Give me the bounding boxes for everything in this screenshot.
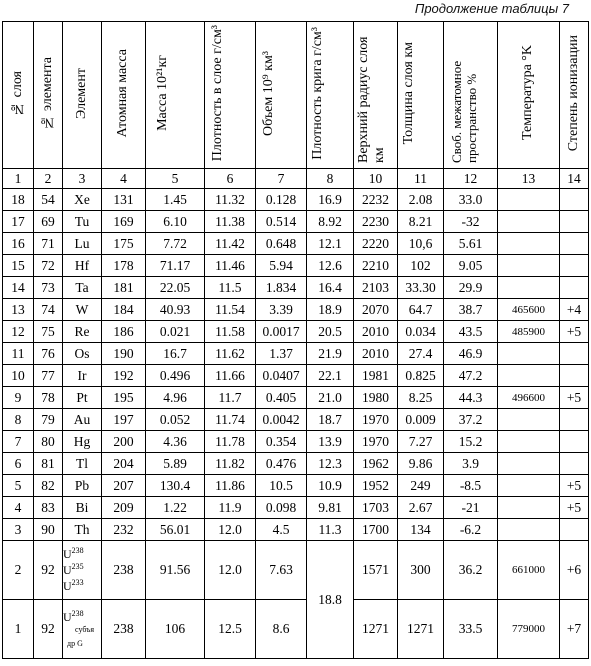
element-cell: Bi xyxy=(63,497,102,519)
density-cell: 11.62 xyxy=(205,343,256,365)
mass-cell: 1.22 xyxy=(146,497,205,519)
free-space-cell: 9.05 xyxy=(444,255,498,277)
free-space-cell: -32 xyxy=(444,211,498,233)
mass-cell: 71.17 xyxy=(146,255,205,277)
density-cell: 11.86 xyxy=(205,475,256,497)
column-number: 2 xyxy=(34,169,63,189)
temperature-cell xyxy=(498,343,560,365)
column-number: 11 xyxy=(398,169,444,189)
volume-cell: 0.0017 xyxy=(256,321,307,343)
column-number-row xyxy=(3,169,589,189)
header-cell: Объем 10⁹ км³ xyxy=(256,22,307,169)
mass-cell: 0.021 xyxy=(146,321,205,343)
free-space-cell: 37.2 xyxy=(444,409,498,431)
temperature-cell xyxy=(498,519,560,541)
layer-cell: 9 xyxy=(3,387,34,409)
element-number-cell: 72 xyxy=(34,255,63,277)
ionization-cell: +7 xyxy=(560,600,589,659)
ionization-cell xyxy=(560,365,589,387)
mass-cell: 4.96 xyxy=(146,387,205,409)
table-caption: Продолжение таблицы 7 xyxy=(414,1,569,16)
atomic-mass-cell: 131 xyxy=(102,189,146,211)
element-number-cell: 78 xyxy=(34,387,63,409)
radius-cell: 1962 xyxy=(354,453,398,475)
kriga-density-merged-cell: 18.8 xyxy=(307,541,354,659)
thickness-cell: 0.034 xyxy=(398,321,444,343)
radius-cell: 2210 xyxy=(354,255,398,277)
header-cell: Плотность в слое г/см³ xyxy=(205,22,256,169)
volume-cell: 7.63 xyxy=(256,541,307,600)
kriga-density-cell: 20.5 xyxy=(307,321,354,343)
temperature-cell xyxy=(498,365,560,387)
layer-cell: 13 xyxy=(3,299,34,321)
atomic-mass-cell: 190 xyxy=(102,343,146,365)
ionization-cell xyxy=(560,409,589,431)
ionization-cell xyxy=(560,255,589,277)
element-number-cell: 92 xyxy=(34,600,63,659)
mass-cell: 0.496 xyxy=(146,365,205,387)
ionization-cell: +4 xyxy=(560,299,589,321)
radius-cell: 1980 xyxy=(354,387,398,409)
element-cell: Hg xyxy=(63,431,102,453)
radius-cell: 2230 xyxy=(354,211,398,233)
header-cell: Толщина слоя км xyxy=(398,22,444,169)
atomic-mass-cell: 195 xyxy=(102,387,146,409)
element-number-cell: 82 xyxy=(34,475,63,497)
density-cell: 11.42 xyxy=(205,233,256,255)
thickness-cell: 8.25 xyxy=(398,387,444,409)
density-cell: 11.58 xyxy=(205,321,256,343)
density-cell: 12.0 xyxy=(205,519,256,541)
header-cell: Плотность крига г/см³ xyxy=(307,22,354,169)
header-cell: Элемент xyxy=(63,22,102,169)
thickness-cell: 0.009 xyxy=(398,409,444,431)
element-number-cell: 83 xyxy=(34,497,63,519)
temperature-cell: 496600 xyxy=(498,387,560,409)
radius-cell: 1571 xyxy=(354,541,398,600)
column-number: 5 xyxy=(146,169,205,189)
density-cell: 12.0 xyxy=(205,541,256,600)
table-row xyxy=(3,387,589,409)
ionization-cell: +5 xyxy=(560,497,589,519)
kriga-density-cell: 12.1 xyxy=(307,233,354,255)
table-row xyxy=(3,453,589,475)
element-cell: Au xyxy=(63,409,102,431)
mass-cell: 106 xyxy=(146,600,205,659)
thickness-cell: 0.825 xyxy=(398,365,444,387)
layer-cell: 2 xyxy=(3,541,34,600)
volume-cell: 0.476 xyxy=(256,453,307,475)
volume-cell: 0.0042 xyxy=(256,409,307,431)
temperature-cell: 465600 xyxy=(498,299,560,321)
column-number: 7 xyxy=(256,169,307,189)
atomic-mass-cell: 175 xyxy=(102,233,146,255)
free-space-cell: 38.7 xyxy=(444,299,498,321)
table-row xyxy=(3,255,589,277)
element-cell: Xe xyxy=(63,189,102,211)
kriga-density-cell: 21.9 xyxy=(307,343,354,365)
element-cell: Pb xyxy=(63,475,102,497)
volume-cell: 3.39 xyxy=(256,299,307,321)
temperature-cell xyxy=(498,189,560,211)
temperature-cell: 661000 xyxy=(498,541,560,600)
layer-cell: 12 xyxy=(3,321,34,343)
temperature-cell: 779000 xyxy=(498,600,560,659)
radius-cell: 2010 xyxy=(354,321,398,343)
density-cell: 11.66 xyxy=(205,365,256,387)
layer-cell: 18 xyxy=(3,189,34,211)
temperature-cell xyxy=(498,453,560,475)
mass-cell: 1.45 xyxy=(146,189,205,211)
header-cell: Температура °K xyxy=(498,22,560,169)
ionization-cell: +5 xyxy=(560,321,589,343)
ionization-cell xyxy=(560,189,589,211)
radius-cell: 2220 xyxy=(354,233,398,255)
temperature-cell: 485900 xyxy=(498,321,560,343)
volume-cell: 8.6 xyxy=(256,600,307,659)
mass-cell: 7.72 xyxy=(146,233,205,255)
radius-cell: 2103 xyxy=(354,277,398,299)
mass-cell: 56.01 xyxy=(146,519,205,541)
layer-cell: 7 xyxy=(3,431,34,453)
temperature-cell xyxy=(498,211,560,233)
atomic-mass-cell: 192 xyxy=(102,365,146,387)
free-space-cell: 46.9 xyxy=(444,343,498,365)
radius-cell: 2010 xyxy=(354,343,398,365)
layer-cell: 10 xyxy=(3,365,34,387)
kriga-density-cell: 11.3 xyxy=(307,519,354,541)
thickness-cell: 134 xyxy=(398,519,444,541)
free-space-cell: 3.9 xyxy=(444,453,498,475)
layer-cell: 14 xyxy=(3,277,34,299)
radius-cell: 1970 xyxy=(354,409,398,431)
free-space-cell: 29.9 xyxy=(444,277,498,299)
atomic-mass-cell: 169 xyxy=(102,211,146,233)
table-row xyxy=(3,233,589,255)
column-number: 12 xyxy=(444,169,498,189)
atomic-mass-cell: 209 xyxy=(102,497,146,519)
thickness-cell: 102 xyxy=(398,255,444,277)
temperature-cell xyxy=(498,255,560,277)
radius-cell: 1700 xyxy=(354,519,398,541)
element-cell: Th xyxy=(63,519,102,541)
element-cell: Ir xyxy=(63,365,102,387)
temperature-cell xyxy=(498,277,560,299)
data-table xyxy=(2,21,589,659)
ionization-cell: +6 xyxy=(560,541,589,600)
temperature-cell xyxy=(498,497,560,519)
table-row xyxy=(3,497,589,519)
volume-cell: 4.5 xyxy=(256,519,307,541)
density-cell: 11.9 xyxy=(205,497,256,519)
density-cell: 11.32 xyxy=(205,189,256,211)
element-cell: Ta xyxy=(63,277,102,299)
density-cell: 11.5 xyxy=(205,277,256,299)
element-number-cell: 76 xyxy=(34,343,63,365)
element-number-cell: 71 xyxy=(34,233,63,255)
ionization-cell xyxy=(560,277,589,299)
atomic-mass-cell: 200 xyxy=(102,431,146,453)
thickness-cell: 1271 xyxy=(398,600,444,659)
free-space-cell: 33.0 xyxy=(444,189,498,211)
free-space-cell: 44.3 xyxy=(444,387,498,409)
kriga-density-cell: 18.7 xyxy=(307,409,354,431)
atomic-mass-cell: 197 xyxy=(102,409,146,431)
radius-cell: 1703 xyxy=(354,497,398,519)
layer-cell: 4 xyxy=(3,497,34,519)
element-cell: Re xyxy=(63,321,102,343)
table-row xyxy=(3,277,589,299)
element-cell: Tl xyxy=(63,453,102,475)
volume-cell: 0.405 xyxy=(256,387,307,409)
density-cell: 11.38 xyxy=(205,211,256,233)
layer-cell: 15 xyxy=(3,255,34,277)
mass-cell: 5.89 xyxy=(146,453,205,475)
element-number-cell: 79 xyxy=(34,409,63,431)
column-number: 14 xyxy=(560,169,589,189)
header-cell: Своб. межатомное пространство % xyxy=(444,22,498,169)
layer-cell: 17 xyxy=(3,211,34,233)
atomic-mass-cell: 184 xyxy=(102,299,146,321)
atomic-mass-cell: 204 xyxy=(102,453,146,475)
element-number-cell: 80 xyxy=(34,431,63,453)
column-number: 10 xyxy=(354,169,398,189)
thickness-cell: 2.08 xyxy=(398,189,444,211)
atomic-mass-cell: 186 xyxy=(102,321,146,343)
kriga-density-cell: 12.6 xyxy=(307,255,354,277)
table-row xyxy=(3,541,589,600)
volume-cell: 0.648 xyxy=(256,233,307,255)
element-cell: Pt xyxy=(63,387,102,409)
element-number-cell: 81 xyxy=(34,453,63,475)
element-number-cell: 74 xyxy=(34,299,63,321)
kriga-density-cell: 10.9 xyxy=(307,475,354,497)
free-space-cell: 47.2 xyxy=(444,365,498,387)
ionization-cell xyxy=(560,211,589,233)
column-number: 4 xyxy=(102,169,146,189)
table-row xyxy=(3,475,589,497)
volume-cell: 0.128 xyxy=(256,189,307,211)
ionization-cell: +5 xyxy=(560,387,589,409)
atomic-mass-cell: 238 xyxy=(102,600,146,659)
element-cell: Lu xyxy=(63,233,102,255)
mass-cell: 130.4 xyxy=(146,475,205,497)
ionization-cell xyxy=(560,431,589,453)
element-cell: W xyxy=(63,299,102,321)
temperature-cell xyxy=(498,475,560,497)
element-number-cell: 75 xyxy=(34,321,63,343)
table-row xyxy=(3,519,589,541)
volume-cell: 0.514 xyxy=(256,211,307,233)
layer-cell: 3 xyxy=(3,519,34,541)
volume-cell: 0.098 xyxy=(256,497,307,519)
table-row xyxy=(3,321,589,343)
density-cell: 11.82 xyxy=(205,453,256,475)
thickness-cell: 249 xyxy=(398,475,444,497)
table-row xyxy=(3,365,589,387)
ionization-cell xyxy=(560,453,589,475)
layer-cell: 16 xyxy=(3,233,34,255)
thickness-cell: 7.27 xyxy=(398,431,444,453)
table-row xyxy=(3,211,589,233)
kriga-density-cell: 22.1 xyxy=(307,365,354,387)
volume-cell: 5.94 xyxy=(256,255,307,277)
thickness-cell: 2.67 xyxy=(398,497,444,519)
free-space-cell: -6.2 xyxy=(444,519,498,541)
volume-cell: 10.5 xyxy=(256,475,307,497)
header-cell: Верхний радиус слоя км xyxy=(354,22,398,169)
free-space-cell: 43.5 xyxy=(444,321,498,343)
element-number-cell: 54 xyxy=(34,189,63,211)
header-cell: № элемента xyxy=(34,22,63,169)
free-space-cell: 5.61 xyxy=(444,233,498,255)
thickness-cell: 9.86 xyxy=(398,453,444,475)
kriga-density-cell: 16.9 xyxy=(307,189,354,211)
column-number: 13 xyxy=(498,169,560,189)
temperature-cell xyxy=(498,409,560,431)
volume-cell: 0.354 xyxy=(256,431,307,453)
column-number: 6 xyxy=(205,169,256,189)
volume-cell: 1.834 xyxy=(256,277,307,299)
ionization-cell xyxy=(560,519,589,541)
layer-cell: 1 xyxy=(3,600,34,659)
mass-cell: 6.10 xyxy=(146,211,205,233)
volume-cell: 1.37 xyxy=(256,343,307,365)
free-space-cell: -21 xyxy=(444,497,498,519)
mass-cell: 16.7 xyxy=(146,343,205,365)
density-cell: 11.54 xyxy=(205,299,256,321)
element-cell: Tu xyxy=(63,211,102,233)
layer-cell: 8 xyxy=(3,409,34,431)
thickness-cell: 64.7 xyxy=(398,299,444,321)
layer-cell: 6 xyxy=(3,453,34,475)
density-cell: 11.74 xyxy=(205,409,256,431)
temperature-cell xyxy=(498,431,560,453)
element-number-cell: 92 xyxy=(34,541,63,600)
table-row xyxy=(3,600,589,659)
ionization-cell xyxy=(560,343,589,365)
free-space-cell: -8.5 xyxy=(444,475,498,497)
kriga-density-cell: 16.4 xyxy=(307,277,354,299)
kriga-density-cell: 12.3 xyxy=(307,453,354,475)
mass-cell: 0.052 xyxy=(146,409,205,431)
density-cell: 11.46 xyxy=(205,255,256,277)
table-row xyxy=(3,409,589,431)
layer-cell: 11 xyxy=(3,343,34,365)
header-cell: № слоя xyxy=(3,22,34,169)
kriga-density-cell: 21.0 xyxy=(307,387,354,409)
thickness-cell: 27.4 xyxy=(398,343,444,365)
atomic-mass-cell: 207 xyxy=(102,475,146,497)
radius-cell: 1271 xyxy=(354,600,398,659)
kriga-density-cell: 18.9 xyxy=(307,299,354,321)
mass-cell: 91.56 xyxy=(146,541,205,600)
density-cell: 11.78 xyxy=(205,431,256,453)
ionization-cell: +5 xyxy=(560,475,589,497)
element-number-cell: 77 xyxy=(34,365,63,387)
atomic-mass-cell: 181 xyxy=(102,277,146,299)
kriga-density-cell: 8.92 xyxy=(307,211,354,233)
radius-cell: 2070 xyxy=(354,299,398,321)
header-row xyxy=(3,22,589,169)
radius-cell: 1981 xyxy=(354,365,398,387)
density-cell: 11.7 xyxy=(205,387,256,409)
table-row xyxy=(3,431,589,453)
column-number: 8 xyxy=(307,169,354,189)
header-cell: Степень ионизации xyxy=(560,22,589,169)
column-number: 1 xyxy=(3,169,34,189)
ionization-cell xyxy=(560,233,589,255)
element-cell: Hf xyxy=(63,255,102,277)
free-space-cell: 33.5 xyxy=(444,600,498,659)
thickness-cell: 300 xyxy=(398,541,444,600)
isotope-cell: $U^{238}$ субъя др G xyxy=(63,600,102,659)
table-row xyxy=(3,299,589,321)
free-space-cell: 36.2 xyxy=(444,541,498,600)
isotope-cell: $U^{238}$ $U^{235}$ $U^{233}$ xyxy=(63,541,102,600)
element-number-cell: 90 xyxy=(34,519,63,541)
kriga-density-cell: 13.9 xyxy=(307,431,354,453)
kriga-density-cell: 9.81 xyxy=(307,497,354,519)
volume-cell: 0.0407 xyxy=(256,365,307,387)
atomic-mass-cell: 238 xyxy=(102,541,146,600)
atomic-mass-cell: 178 xyxy=(102,255,146,277)
radius-cell: 2232 xyxy=(354,189,398,211)
thickness-cell: 33.30 xyxy=(398,277,444,299)
atomic-mass-cell: 232 xyxy=(102,519,146,541)
column-number: 3 xyxy=(63,169,102,189)
temperature-cell xyxy=(498,233,560,255)
element-number-cell: 73 xyxy=(34,277,63,299)
table-row xyxy=(3,343,589,365)
thickness-cell: 10,6 xyxy=(398,233,444,255)
header-cell: Атомная масса xyxy=(102,22,146,169)
layer-cell: 5 xyxy=(3,475,34,497)
table-row xyxy=(3,189,589,211)
free-space-cell: 15.2 xyxy=(444,431,498,453)
radius-cell: 1970 xyxy=(354,431,398,453)
mass-cell: 40.93 xyxy=(146,299,205,321)
header-cell: Масса 10²¹кг xyxy=(146,22,205,169)
radius-cell: 1952 xyxy=(354,475,398,497)
element-cell: Os xyxy=(63,343,102,365)
mass-cell: 4.36 xyxy=(146,431,205,453)
element-number-cell: 69 xyxy=(34,211,63,233)
mass-cell: 22.05 xyxy=(146,277,205,299)
density-cell: 12.5 xyxy=(205,600,256,659)
thickness-cell: 8.21 xyxy=(398,211,444,233)
